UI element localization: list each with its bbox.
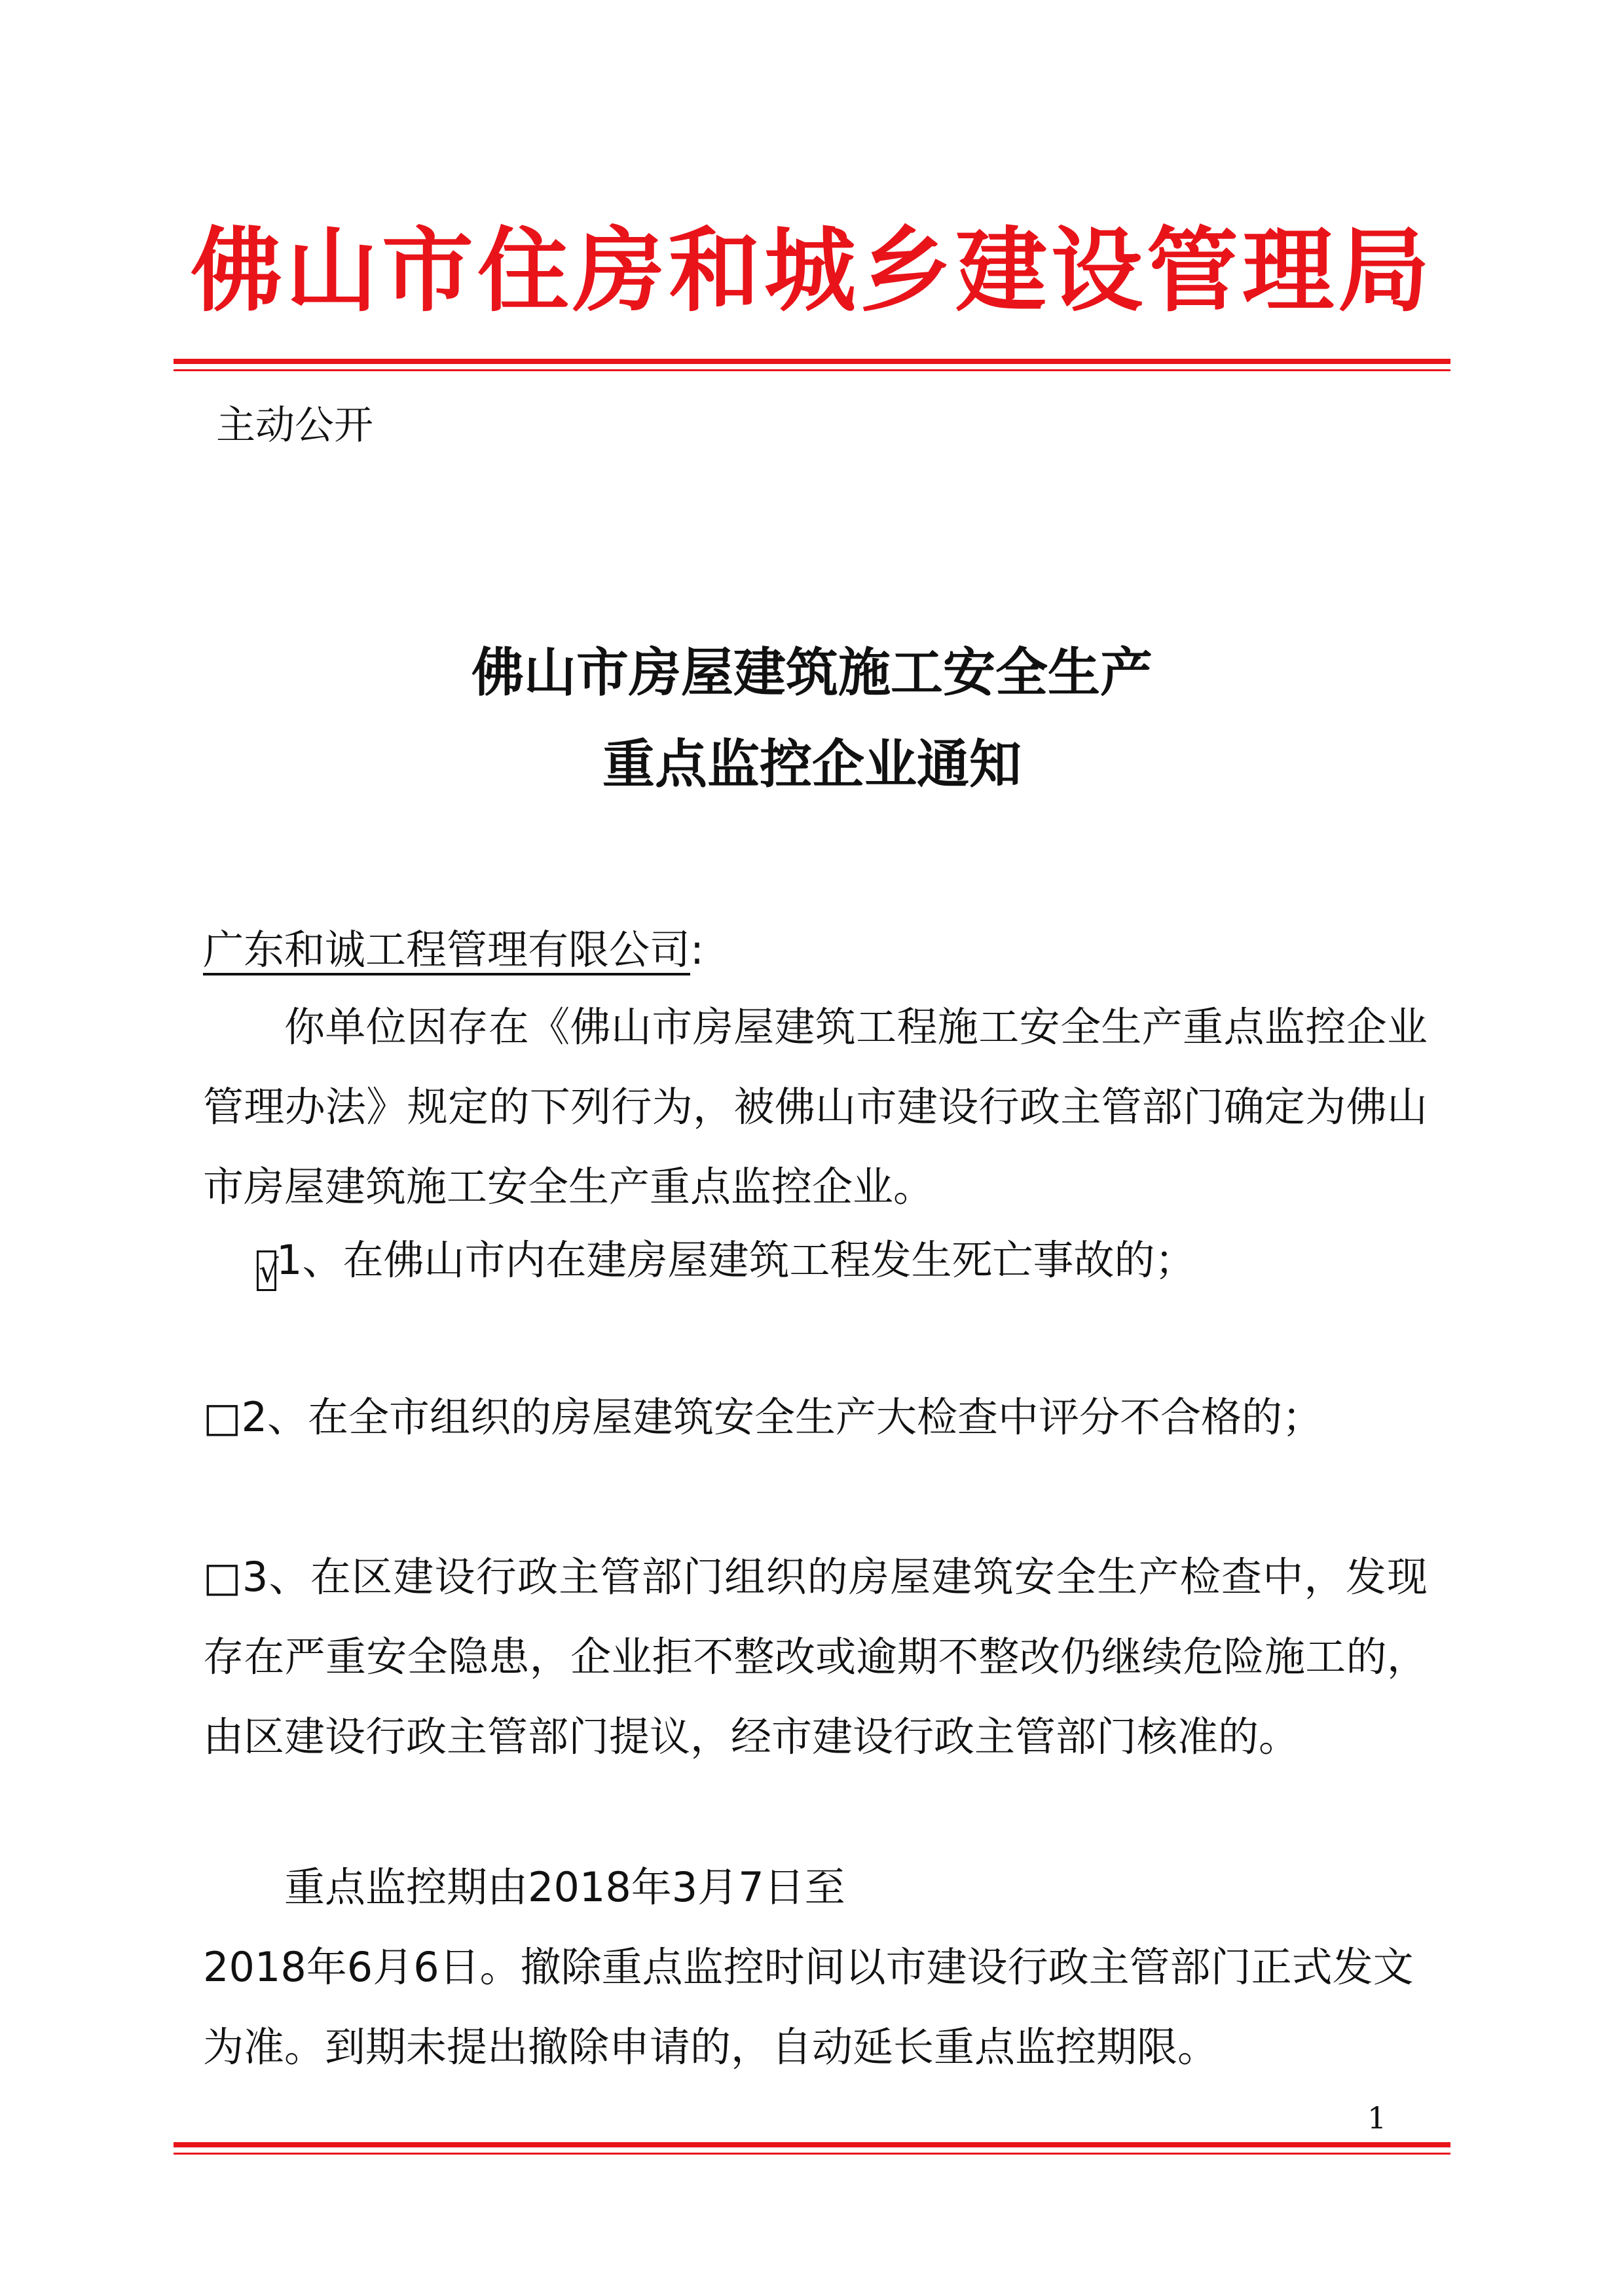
checkbox-checked-icon: √ <box>257 1250 276 1291</box>
addressee-suffix: : <box>690 926 704 974</box>
addressee-company: 广东和诚工程管理有限公司 <box>203 926 691 974</box>
list-item <box>203 1537 1428 1777</box>
disclosure-label: 主动公开 <box>216 403 373 448</box>
list-item <box>203 1220 1428 1300</box>
divider-thin-line <box>174 369 1450 371</box>
intro-paragraph: 你单位因存在《佛山市房屋建筑工程施工安全生产重点监控企业管理办法》规定的下列行为，被佛山市建设行政主管部门确定为佛山市房屋建筑施工安全生产重点监控企业。 <box>203 1003 1428 1211</box>
period-rest: 2018年6月6日。撤除重点监控时间以市建设行政主管部门正式发文为准。到期未提出撤除申请的，自动延长重点监控期限。 <box>203 1943 1414 2071</box>
period-first-line: 重点监控期由2018年3月7日至 <box>284 1863 845 1911</box>
document-title-line-1: 佛山市房屋建筑施工安全生产 <box>471 642 1153 703</box>
checkbox-empty-icon: □ <box>203 1393 242 1441</box>
divider-thick-line <box>174 2142 1450 2147</box>
list-item-text: 3、在区建设行政主管部门组织的房屋建筑安全生产检查中，发现存在严重安全隐患，企业拒不整改或逾期不整改仍继续危险施工的，由区建设行政主管部门提议，经市建设行政主管部门核准的。 <box>203 1553 1428 1760</box>
monitoring-period-paragraph <box>203 1848 1428 2087</box>
page-number: 1 <box>1367 2100 1387 2136</box>
checkbox-empty-icon: □ <box>203 1553 242 1601</box>
list-item-text: 1、在佛山市内在建房屋建筑工程发生死亡事故的； <box>276 1236 1196 1284</box>
footer-divider <box>174 2142 1450 2155</box>
letterhead-org-name: 佛山市住房和城乡建设管理局 <box>190 218 1433 325</box>
document-title-line-2: 重点监控企业通知 <box>602 734 1022 795</box>
list-item <box>203 1377 1428 1457</box>
letterhead-divider <box>174 359 1450 371</box>
divider-thin-line <box>174 2153 1450 2155</box>
divider-thick-line <box>174 359 1450 364</box>
addressee <box>203 910 1428 990</box>
list-item-text: 2、在全市组织的房屋建筑安全生产大检查中评分不合格的； <box>241 1393 1323 1441</box>
